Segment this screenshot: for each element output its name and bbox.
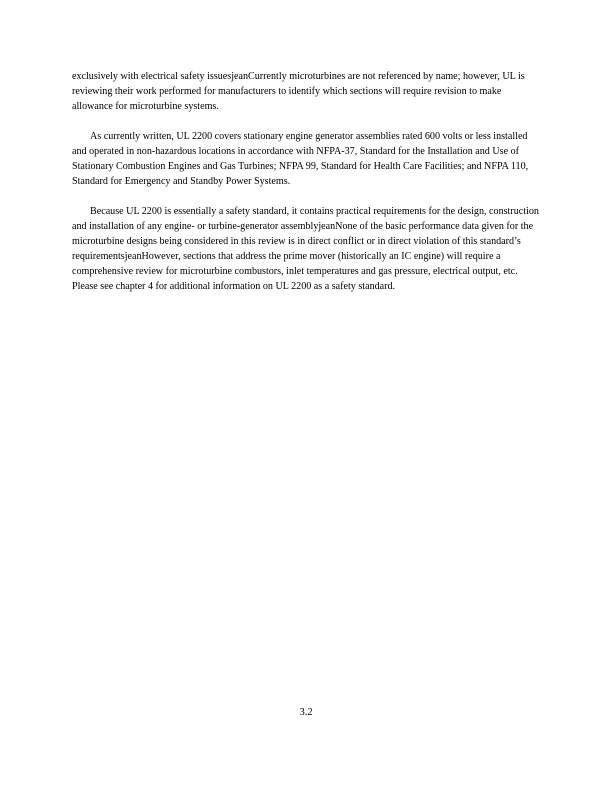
paragraph-1: exclusively with electrical safety issuesjeanCurrently microturbines are not referenced by name; however, UL is reviewing their work performed for manufacturers to identify which sections will require revision to make allowance for microturbine systems. [72, 71, 525, 112]
page-number: 3.2 [299, 707, 313, 718]
paragraph-3: Because UL 2200 is essentially a safety standard, it contains practical requirements for the design, construction and installation of any engine- or turbine-generator assemblyjeanNone of the basic performance data given for the microturbine designs being considered in this review is in direct conflict or in direct violation of this standard’s requirementsjeanHowever, sections that address the prime mover (historically an IC engine) will require a comprehensive review for microturbine combustors, inlet temperatures and gas pressure, electrical output, etc. Please see chapter 4 for additional information on UL 2200 as a safety standard. [72, 206, 539, 292]
body-text [72, 69, 542, 309]
paragraph-2: As currently written, UL 2200 covers stationary engine generator assemblies rated 600 volts or less installed and operated in non-hazardous locations in accordance with NFPA-37, Standard for the Installation and Use of Stationary Combustion Engines and Gas Turbines; NFPA 99, Standard for Health Care Facilities; and NFPA 110, Standard for Emergency and Standby Power Systems. [72, 131, 529, 187]
